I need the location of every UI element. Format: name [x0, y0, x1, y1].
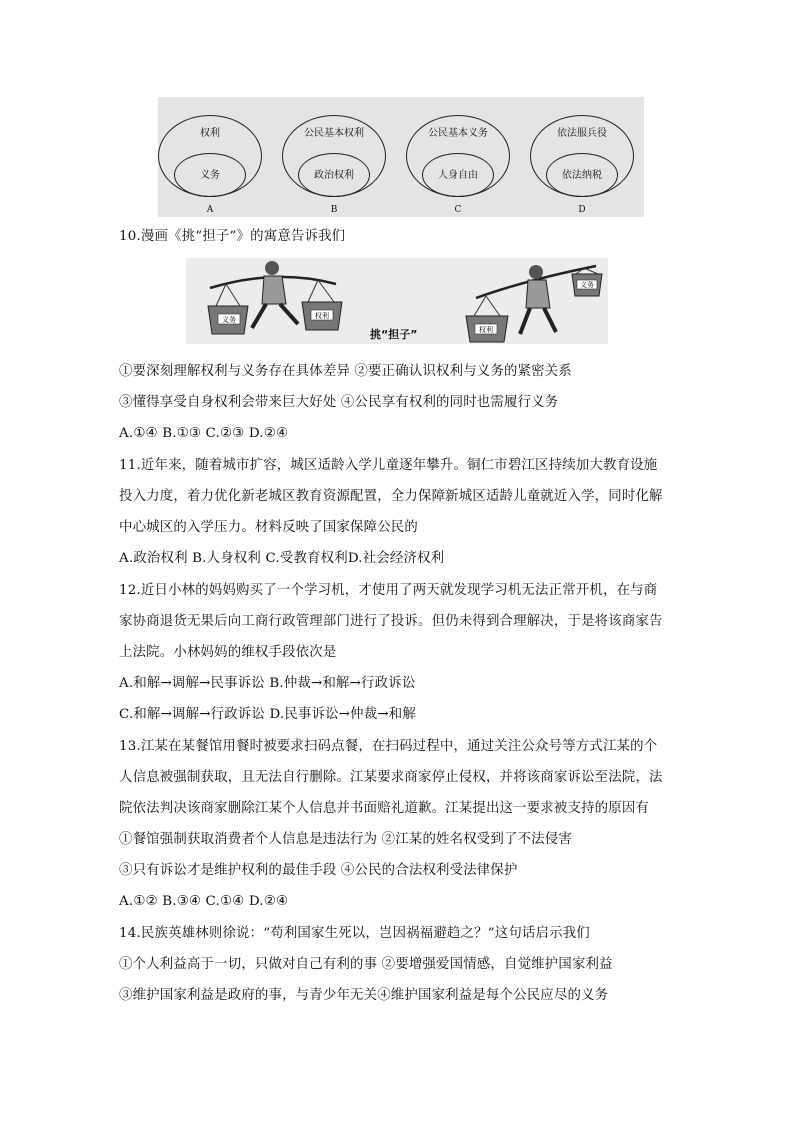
- basket-label: 权利: [315, 312, 329, 320]
- venn-diagram-a: [158, 115, 262, 215]
- q10-options: A.①④ B.①③ C.②③ D.②④: [119, 426, 289, 441]
- venn-figure: [158, 97, 644, 217]
- basket-label: 义务: [222, 316, 236, 324]
- venn-letter: D: [578, 205, 586, 215]
- q13-line-5: ③只有诉讼才是维护权利的最佳手段 ④公民的合法权利受法律保护: [119, 863, 518, 878]
- q13-line-1: 13.江某在某餐馆用餐时被要求扫码点餐，在扫码过程中，通过关注公众号等方式江某的个: [119, 739, 658, 754]
- venn-letter: B: [330, 205, 338, 215]
- q14-line-3: ③维护国家利益是政府的事，与青少年无关④维护国家利益是每个公民应尽的义务: [119, 988, 609, 1003]
- venn-outer-label: 权利: [200, 128, 220, 139]
- q12-line-2: 家协商退货无果后向工商行政管理部门进行了投诉。但仍未得到合理解决，于是将该商家告: [119, 614, 663, 629]
- basket-label: 义务: [580, 281, 594, 289]
- venn-inner-label: 义务: [200, 170, 220, 181]
- venn-outer-label: 公民基本权利: [304, 128, 364, 139]
- q13-line-4: ①餐馆强制获取消费者个人信息是违法行为 ②江某的姓名权受到了不法侵害: [119, 832, 572, 847]
- q11-options: A.政治权利 B.人身权利 C.受教育权利D.社会经济权利: [119, 551, 445, 566]
- basket-label: 权利: [479, 326, 493, 334]
- q11-line-2: 投入力度，着力优化新老城区教育资源配置，全力保障新城区适龄儿童就近入学，同时化解: [119, 489, 663, 504]
- venn-outer-label: 依法服兵役: [557, 128, 607, 139]
- q10-choice-line-2: ③懂得享受自身权利会带来巨大好处 ④公民享有权利的同时也需履行义务: [119, 395, 559, 410]
- q10-stem: 10.漫画《挑“担子”》的寓意告诉我们: [119, 229, 346, 244]
- q12-options-1: A.和解→调解→民事诉讼 B.仲裁→和解→行政诉讼: [119, 676, 416, 691]
- q12-line-1: 12.近日小林的妈妈购买了一个学习机，才使用了两天就发现学习机无法正常开机，在与商: [119, 583, 658, 598]
- venn-diagram-c: [406, 115, 510, 215]
- q14-line-1: 14.民族英雄林则徐说：“苟利国家生死以，岂因祸福避趋之？”这句话启示我们: [119, 926, 590, 941]
- venn-diagram-d: [530, 115, 634, 215]
- q12-line-3: 上法院。小林妈妈的维权手段依次是: [119, 645, 337, 660]
- q14-line-2: ①个人利益高于一切，只做对自己有利的事 ②要增强爱国情感，自觉维护国家利益: [119, 957, 613, 972]
- q13-line-3: 院依法判决该商家删除江某个人信息并书面赔礼道歉。江某提出这一要求被支持的原因有: [119, 801, 650, 816]
- q11-line-1: 11.近年来，随着城市扩容，城区适龄入学儿童逐年攀升。铜仁市碧江区持续加大教育设施: [119, 458, 658, 473]
- venn-inner-label: 人身自由: [438, 170, 478, 181]
- venn-diagram-b: [282, 115, 386, 215]
- venn-inner-label: 依法纳税: [562, 170, 602, 181]
- cartoon-caption: 挑“担子”: [370, 328, 418, 341]
- q10-choice-line-1: ①要深刻理解权利与义务存在具体差异 ②要正确认识权利与义务的紧密关系: [119, 364, 572, 379]
- q13-line-2: 人信息被强制获取，且无法自行删除。江某要求商家停止侵权，并将该商家诉讼至法院，法: [119, 770, 663, 785]
- venn-letter: C: [454, 205, 462, 215]
- venn-outer-label: 公民基本义务: [428, 128, 488, 139]
- venn-inner-label: 政治权利: [314, 170, 354, 181]
- q13-options: A.①② B.③④ C.①④ D.②④: [119, 894, 289, 909]
- venn-letter: A: [206, 205, 214, 215]
- q12-options-2: C.和解→调解→行政诉讼 D.民事诉讼→仲裁→和解: [119, 707, 416, 722]
- q11-line-3: 中心城区的入学压力。材料反映了国家保障公民的: [119, 520, 418, 535]
